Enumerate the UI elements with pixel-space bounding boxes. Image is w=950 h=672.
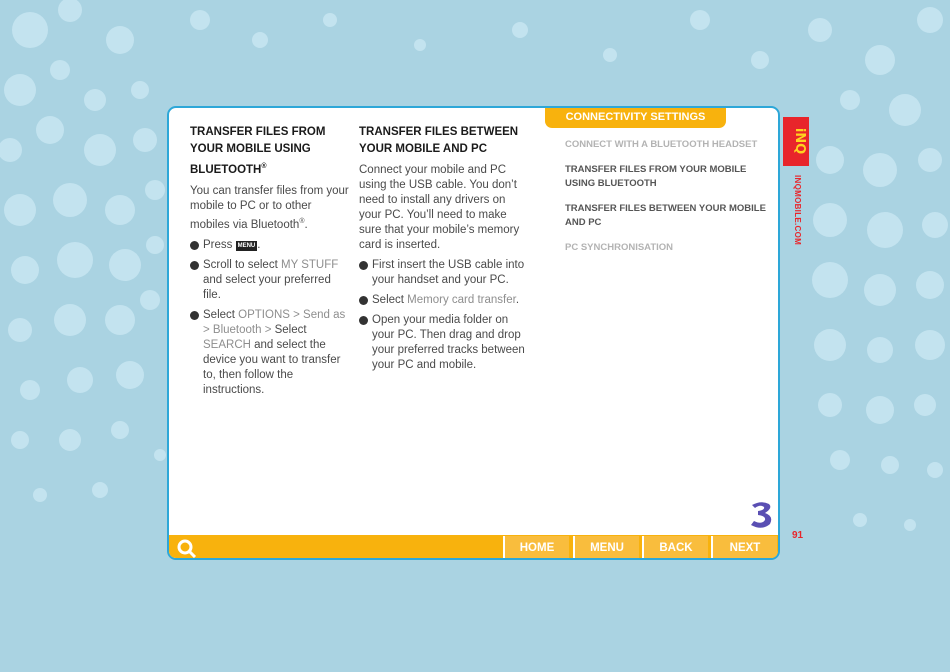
list-item: First insert the USB cable into your handset and your PC. [359,258,529,288]
back-button[interactable]: BACK [642,536,708,560]
three-logo [747,500,775,530]
section-nav [565,138,775,266]
home-button[interactable]: HOME [503,536,569,560]
connectivity-settings-tab[interactable]: CONNECTIVITY SETTINGS [545,106,726,128]
search-icon[interactable] [177,539,197,559]
usb-steps [359,258,529,373]
menu-key-icon: MENU [237,242,256,249]
inq-logo [783,117,809,166]
usb-section-title: TRANSFER FILES BETWEEN YOUR MOBILE AND PC [359,126,519,155]
nav-link-pc-sync[interactable]: PC SYNCHRONISATION [565,242,674,253]
svg-text:iNQ: iNQ [792,127,807,155]
bluetooth-intro: You can transfer files from your mobile to PC or to other mobiles via Bluetooth®. [190,184,349,231]
usb-intro: Connect your mobile and PC using the USB cable. You don’t need to install any drivers on your PC. You’ll need to make sure that your mobile’s memory card is inserted. [359,164,520,251]
usb-section [359,124,529,378]
list-item: Open your media folder on your PC. Then drag and drop your preferred tracks between your PC and mobile. [359,313,529,373]
content-card [167,106,780,560]
nav-link-usb-transfer[interactable]: TRANSFER FILES BETWEEN YOUR MOBILE AND PC [565,203,766,228]
bluetooth-section [190,124,350,403]
list-item: Press MENU . [190,238,350,253]
inq-logo-mark [783,117,809,166]
bluetooth-steps [190,238,350,398]
site-url[interactable]: INQMOBILE.COM [793,175,802,246]
list-item: Select OPTIONS > Send as > Bluetooth > Select SEARCH and select the device you want to transfer to, then follow the instructions. [190,308,350,398]
next-button[interactable]: NEXT [711,536,777,560]
nav-link-bluetooth-transfer[interactable]: TRANSFER FILES FROM YOUR MOBILE USING BLUETOOTH [565,164,747,189]
list-item: Scroll to select MY STUFF and select your preferred file. [190,258,350,303]
page-number: 91 [792,530,804,541]
bottom-nav-bar [169,535,778,560]
nav-link-bluetooth-headset[interactable]: CONNECT WITH A BLUETOOTH HEADSET [565,139,758,150]
list-item: Select Memory card transfer. [359,293,529,308]
bluetooth-section-title: TRANSFER FILES FROM YOUR MOBILE USING BLUETOOTH® [190,126,326,176]
menu-button[interactable]: MENU [573,536,639,560]
